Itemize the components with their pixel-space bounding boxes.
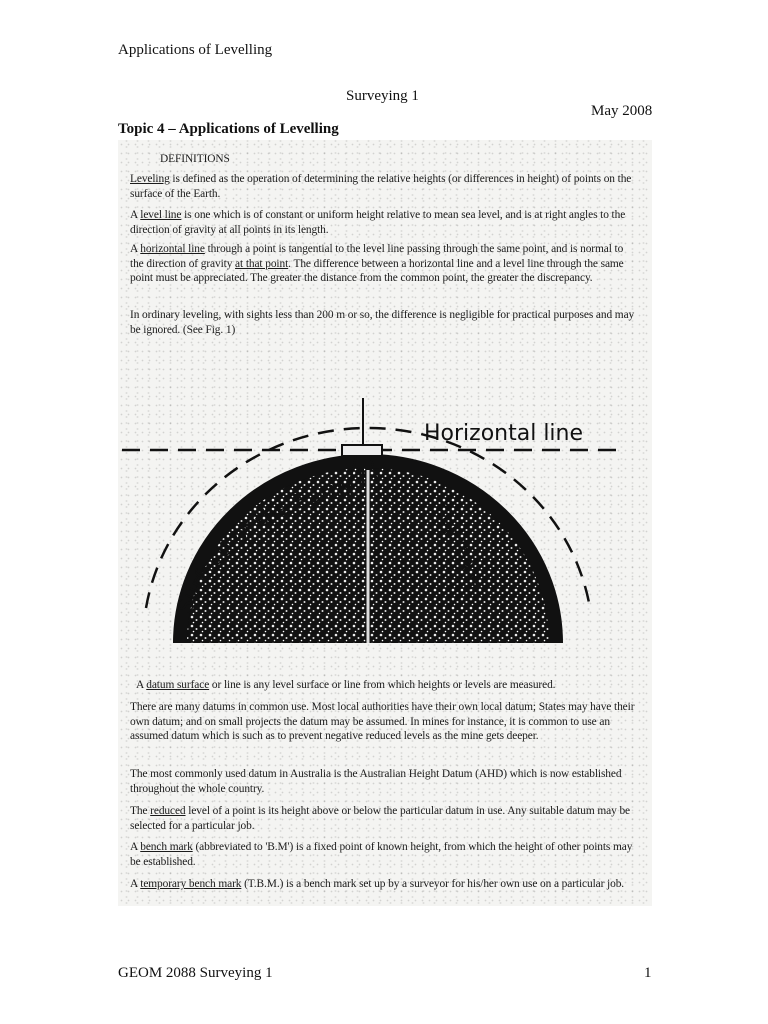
- para-horizontal-pre: A: [130, 243, 141, 255]
- date: May 2008: [591, 103, 653, 119]
- term-temporary-bench-mark: temporary bench mark: [140, 878, 242, 890]
- footer-course: GEOM 2088 Surveying 1: [118, 965, 273, 981]
- figure-earth-curvature: [118, 390, 652, 670]
- running-header: Applications of Levelling: [118, 42, 273, 58]
- para-tbm-text: (T.B.M.) is a bench mark set up by a surveyor for his/her own use on a particular job.: [241, 878, 625, 890]
- term-level-line: level line: [140, 209, 182, 221]
- para-many-datums: There are many datums in common use. Most local authorities have their own local datum; States may have their own datum; and on small projects the datum may be assumed. In mines for instance, it is common to use an assumed datum which is such as to prevent negative reduced levels as the mine gets deeper.: [130, 701, 635, 742]
- term-bench-mark: bench mark: [140, 841, 193, 853]
- horizontal-line-label: Horizontal line: [424, 421, 584, 446]
- para-bench-pre: A: [130, 841, 141, 853]
- page-number: 1: [644, 965, 652, 981]
- para-reduced-text: level of a point is its height above or below the particular datum in use. Any suitable datum may be selected for a particular job.: [130, 805, 631, 832]
- para-bench-text: (abbreviated to 'B.M') is a fixed point of known height, from which the height of other points may be established.: [130, 841, 633, 868]
- para-reduced-pre: The: [130, 805, 151, 817]
- para-tbm-pre: A: [130, 878, 141, 890]
- para-tbm: [130, 877, 636, 892]
- para-reduced-level: [130, 804, 636, 833]
- para-level-line-text: is one which is of constant or uniform height relative to mean sea level, and is at right angles to the direction of gravity at all points in its length.: [130, 209, 626, 236]
- para-level-line-pre: A: [130, 209, 141, 221]
- para-ahd: The most commonly used datum in Australia is the Australian Height Datum (AHD) which is now established throughout the whole country.: [130, 768, 622, 795]
- term-at-that-point: at that point: [235, 257, 289, 270]
- para-leveling-text: is defined as the operation of determining the relative heights (or differences in height) of points on the surface of the Earth.: [130, 173, 632, 200]
- para-level-line: [130, 208, 636, 237]
- para-horizontal-text1: through a point is tangential to the level line passing through the same point, and is normal to the direction of gravity: [130, 243, 624, 270]
- term-datum-surface: datum surface: [146, 679, 210, 691]
- level-line-label-path: Level line: [427, 499, 483, 594]
- surface-label-path: Surface of the Earth: [172, 478, 353, 618]
- topic-title: Topic 4 – Applications of Levelling: [118, 121, 339, 137]
- definitions-heading: DEFINITIONS: [160, 153, 230, 165]
- course-title: Surveying 1: [346, 88, 419, 104]
- para-horizontal-text2: . The difference between a horizontal line and a level line through the same point must be appreciated. The greater the distance from the common point, the greater the discrepancy.: [130, 257, 624, 284]
- para-datum-pre: A: [136, 679, 147, 691]
- para-datum-surface: [136, 678, 642, 693]
- term-horizontal-line: horizontal line: [140, 243, 205, 255]
- para-bench-mark: [130, 840, 636, 869]
- level-instrument-icon: [342, 445, 382, 456]
- scanned-page: [118, 140, 652, 906]
- term-reduced: reduced: [150, 805, 186, 817]
- para-ordinary-leveling: In ordinary leveling, with sights less than 200 m or so, the difference is negligible for practical purposes and may be ignored. (See Fig. 1): [130, 309, 635, 336]
- para-leveling: [130, 172, 636, 201]
- para-datum-text: or line is any level surface or line from which heights or levels are measured.: [209, 679, 556, 691]
- para-horizontal-line: [130, 242, 636, 286]
- term-leveling: Leveling: [130, 173, 170, 185]
